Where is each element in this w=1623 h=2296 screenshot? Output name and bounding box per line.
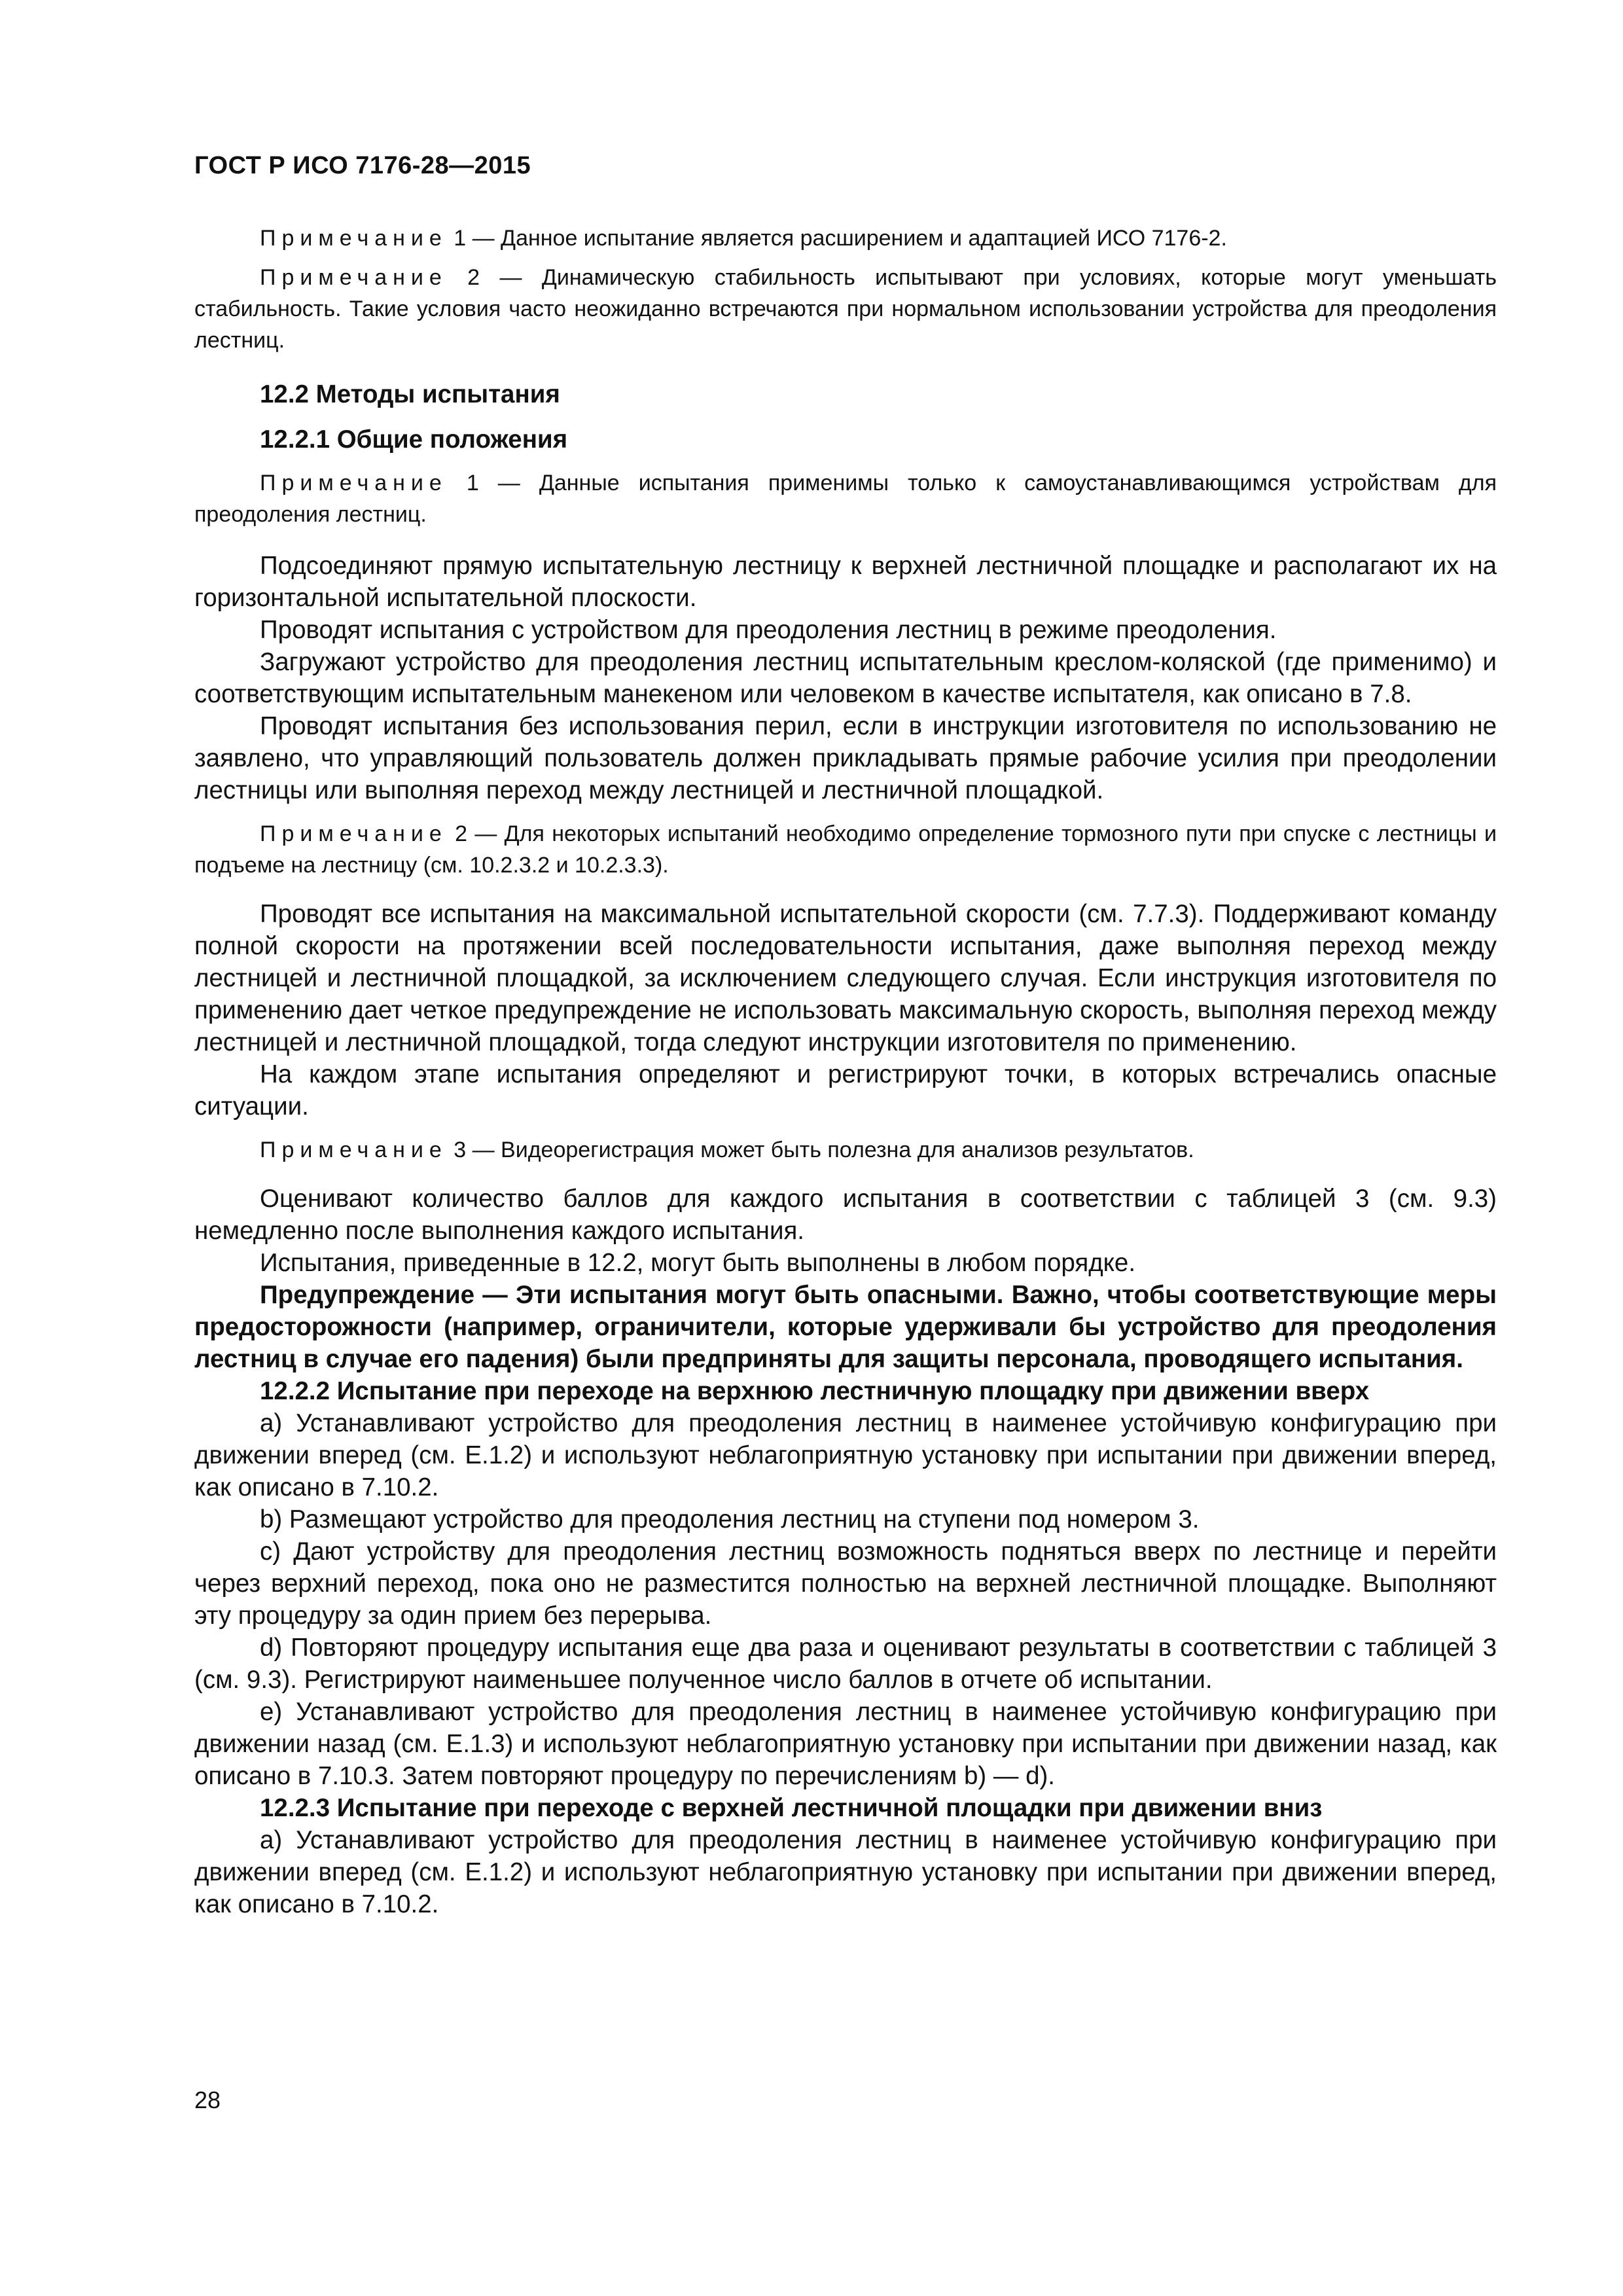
note-3-general xyxy=(194,1134,1497,1166)
paragraph: Оценивают количество баллов для каждого испытания в соответствии с таблицей 3 (см. 9.3) немедленно после выполнения каждого испытания. xyxy=(194,1185,1497,1245)
note-1 xyxy=(194,223,1497,254)
section-heading-12-2-2: 12.2.2 Испытание при переходе на верхнюю лестничную площадку при движении вверх xyxy=(260,1377,1370,1405)
note-label: Примечание xyxy=(260,821,448,846)
paragraph: На каждом этапе испытания определяют и регистрируют точки, в которых встречались опасные ситуации. xyxy=(194,1060,1497,1121)
note-text: 2 — Динамическую стабильность испытывают при условиях, которые могут уменьшать стабильность. Такие условия часто неожиданно встречаются при нормальном использовании устройства для преодоления лестниц. xyxy=(194,265,1497,353)
note-text: 1 — Данное испытание является расширением и адаптацией ИСО 7176-2. xyxy=(447,226,1227,251)
paragraph: Загружают устройство для преодоления лестниц испытательным креслом-коляской (где применимо) и соответствующим испытательным манекеном или человеком в качестве испытателя, как описано в 7.8. xyxy=(194,648,1497,708)
note-2-general xyxy=(194,818,1497,881)
note-label: Примечание xyxy=(260,471,448,495)
paragraph: Проводят испытания без использования перил, если в инструкции изготовителя по использованию не заявлено, что управляющий пользователь должен прикладывать прямые рабочие усилия при преодолении лестницы или выполняя переход между лестницей и лестничной площадкой. xyxy=(194,712,1497,804)
note-2 xyxy=(194,262,1497,356)
list-item-e: е) Устанавливают устройство для преодоления лестниц в наименее устойчивую конфигурацию при движении назад (см. Е.1.3) и используют неблагоприятную установку при испытании при движении назад, как описано в 7.10.3. Затем повторяют процедуру по перечислениям b) — d). xyxy=(194,1698,1497,1790)
list-item-a: а) Устанавливают устройство для преодоления лестниц в наименее устойчивую конфигурацию при движении вперед (см. Е.1.2) и используют неблагоприятную установку при испытании при движении вперед, как описано в 7.10.2. xyxy=(194,1826,1497,1918)
document-header: ГОСТ Р ИСО 7176-28—2015 xyxy=(194,152,531,179)
list-item-c: с) Дают устройству для преодоления лестниц возможность подняться вверх по лестнице и перейти через верхний переход, пока оно не разместится полностью на верхней лестничной площадке. Выполняют эту процедуру за один прием без перерыва. xyxy=(194,1537,1497,1630)
note-label: Примечание xyxy=(260,265,448,290)
note-label: Примечание xyxy=(260,226,448,251)
paragraph: Проводят все испытания на максимальной испытательной скорости (см. 7.7.3). Поддерживают команду полной скорости на протяжении всей последовательности испытания, даже выполняя переход между лестницей и лестничной площадкой, за исключением следующего случая. Если инструкция изготовителя по применению дает четкое предупреждение не использовать максимальную скорость, выполняя переход между лестницей и лестничной площадкой, тогда следуют инструкции изготовителя по применению. xyxy=(194,900,1497,1056)
list-item-a: а) Устанавливают устройство для преодоления лестниц в наименее устойчивую конфигурацию при движении вперед (см. Е.1.2) и используют неблагоприятную установку при испытании при движении вперед, как описано в 7.10.2. xyxy=(194,1409,1497,1501)
warning-paragraph: Предупреждение — Эти испытания могут быть опасными. Важно, чтобы соответствующие меры предосторожности (например, ограничители, которые удерживали бы устройство для преодоления лестниц в случае его падения) были предприняты для защиты персонала, проводящего испытания. xyxy=(194,1281,1497,1373)
note-text: 3 — Видеорегистрация может быть полезна для анализов результатов. xyxy=(447,1138,1194,1162)
document-page xyxy=(194,0,1497,2296)
section-heading-12-2-3: 12.2.3 Испытание при переходе с верхней лестничной площадки при движении вниз xyxy=(260,1794,1323,1822)
note-label: Примечание xyxy=(260,1138,448,1162)
list-item-b: b) Размещают устройство для преодоления лестниц на ступени под номером 3. xyxy=(260,1505,1200,1534)
document-body xyxy=(194,223,1497,1920)
note-text: 1 — Данные испытания применимы только к самоустанавливающимся устройствам для преодоления лестниц. xyxy=(194,471,1497,527)
paragraph: Проводят испытания с устройством для преодоления лестниц в режиме преодоления. xyxy=(260,616,1277,644)
paragraph: Испытания, приведенные в 12.2, могут быть выполнены в любом порядке. xyxy=(260,1249,1136,1277)
section-heading-12-2-1: 12.2.1 Общие положения xyxy=(260,425,568,454)
paragraph: Подсоединяют прямую испытательную лестницу к верхней лестничной площадке и располагают их на горизонтальной испытательной плоскости. xyxy=(194,552,1497,612)
page-number: 28 xyxy=(194,2087,221,2113)
list-item-d: d) Повторяют процедуру испытания еще два раза и оценивают результаты в соответствии с таблицей 3 (см. 9.3). Регистрируют наименьшее полученное число баллов в отчете об испытании. xyxy=(194,1634,1497,1694)
section-heading-12-2: 12.2 Методы испытания xyxy=(260,380,560,408)
note-text: 2 — Для некоторых испытаний необходимо определение тормозного пути при спуске с лестницы и подъеме на лестницу (см. 10.2.3.2 и 10.2.3.3). xyxy=(194,821,1497,878)
note-1-general xyxy=(194,467,1497,530)
